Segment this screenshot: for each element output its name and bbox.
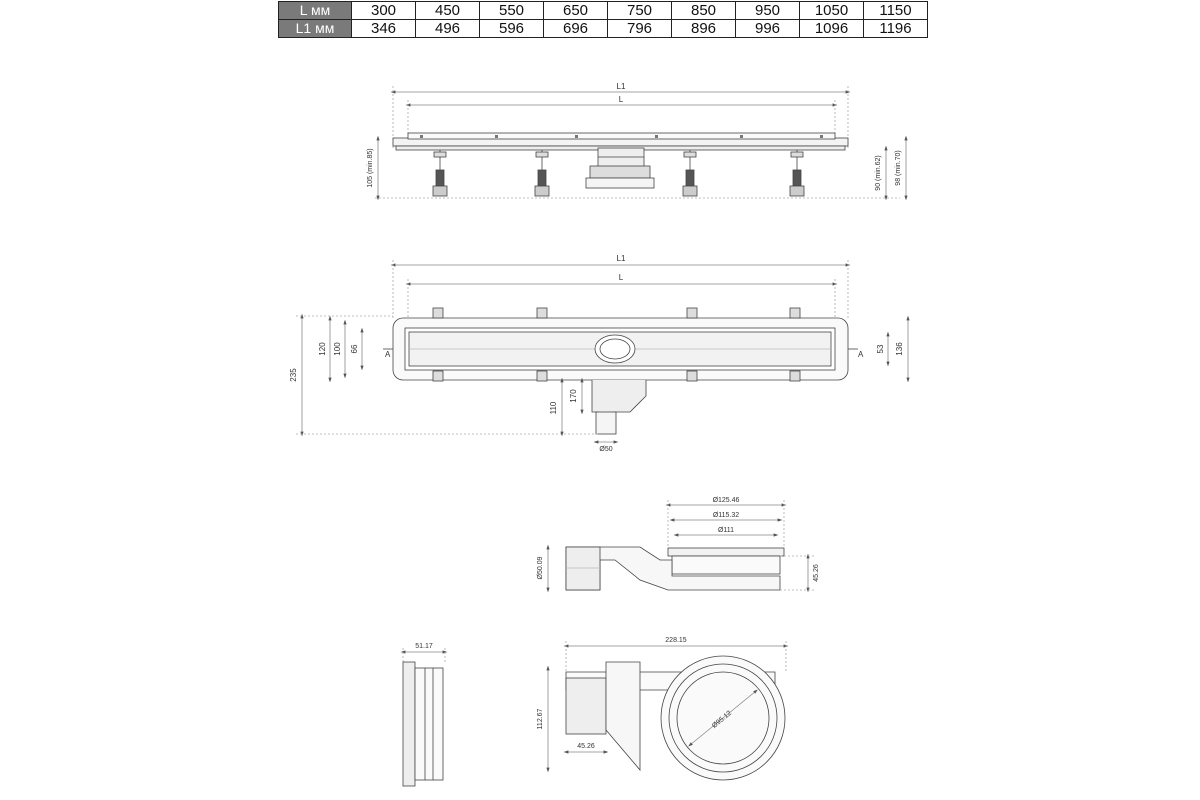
label-98: 98 (min.70)	[895, 150, 902, 186]
label-L-top: L	[618, 273, 624, 282]
table-cell: 1050	[800, 2, 864, 20]
label-45-26-side: 45.26	[813, 564, 820, 582]
siphon-outlet	[586, 148, 654, 188]
outlet-spigot	[566, 678, 606, 734]
table-cell: 1196	[864, 20, 928, 38]
label-120: 120	[318, 342, 327, 356]
label-51-17: 51.17	[415, 643, 433, 650]
label-L1-top: L1	[616, 254, 626, 263]
label-112-67: 112.67	[537, 708, 544, 730]
table-cell: 1096	[800, 20, 864, 38]
label-d95-12: Ø95.12	[710, 709, 734, 730]
label-66: 66	[350, 344, 359, 354]
table-cell: 346	[352, 20, 416, 38]
label-d50: Ø50	[599, 446, 613, 453]
table-cell: 300	[352, 2, 416, 20]
adjustable-foot	[433, 150, 447, 196]
table-cell: 696	[544, 20, 608, 38]
row-header-L1: L1 мм	[279, 20, 352, 38]
label-110: 110	[549, 401, 558, 415]
table-cell: 996	[736, 20, 800, 38]
label-105: 105 (min.85)	[367, 148, 374, 188]
label-100: 100	[333, 342, 342, 356]
table-cell: 750	[608, 2, 672, 20]
label-170: 170	[569, 389, 578, 403]
label-d125: Ø125.46	[712, 497, 740, 504]
section-label-A-right: A	[858, 350, 864, 359]
adjustable-foot	[790, 150, 804, 196]
label-90: 90 (min.62)	[875, 155, 882, 191]
table-cell: 596	[480, 20, 544, 38]
table-cell: 850	[672, 2, 736, 20]
table-cell: 550	[480, 2, 544, 20]
row-header-L: L мм	[279, 2, 352, 20]
table-cell: 1150	[864, 2, 928, 20]
label-d50-09: Ø50.09	[537, 556, 544, 580]
ring-side-view	[403, 648, 445, 786]
label-45-26-plan: 45.26	[577, 743, 595, 750]
label-L-side: L	[618, 95, 624, 104]
label-d111: Ø111	[717, 527, 735, 534]
adjustable-foot	[535, 150, 549, 196]
section-label-A-left: A	[385, 350, 391, 359]
label-53: 53	[876, 344, 885, 354]
table-cell: 896	[672, 20, 736, 38]
label-228-15: 228.15	[665, 637, 687, 644]
table-cell: 796	[608, 20, 672, 38]
siphon-side-view	[548, 500, 814, 590]
table-cell: 650	[544, 2, 608, 20]
label-d115: Ø115.32	[712, 512, 740, 519]
siphon-plan-view	[548, 641, 786, 780]
table-cell: 496	[416, 20, 480, 38]
table-cell: 950	[736, 2, 800, 20]
label-L1-side: L1	[616, 82, 626, 91]
ring-flange	[403, 662, 415, 786]
table-cell: 450	[416, 2, 480, 20]
adjustable-foot	[683, 150, 697, 196]
label-136: 136	[895, 342, 904, 356]
side-view	[375, 86, 906, 198]
label-235: 235	[289, 368, 298, 382]
